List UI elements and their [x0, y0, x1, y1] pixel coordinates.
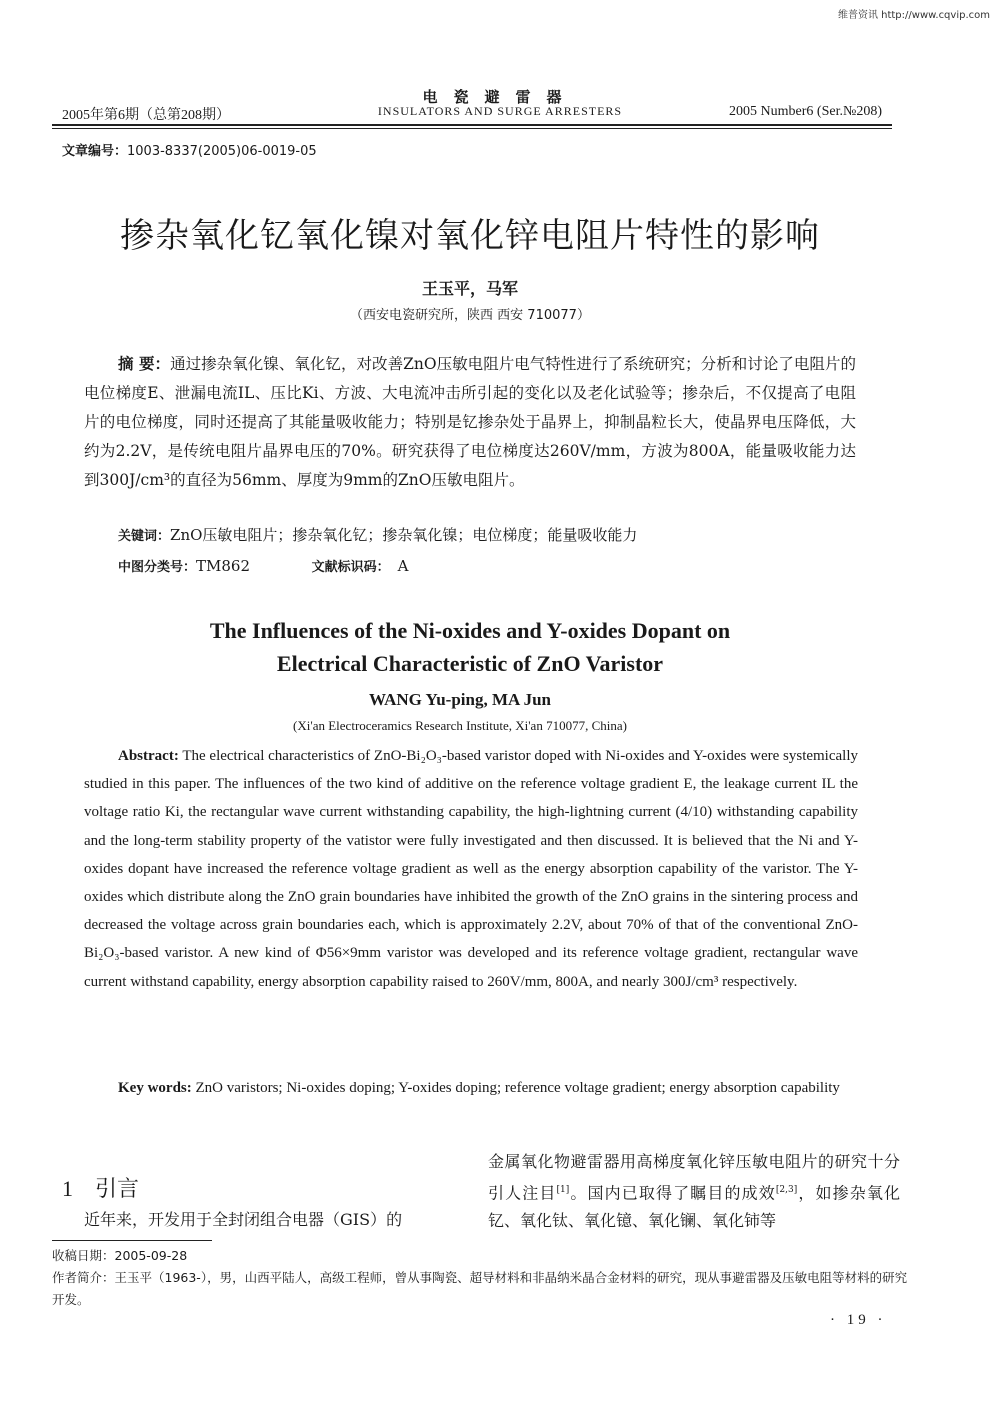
clc-label: 中图分类号： [118, 560, 197, 575]
keywords-cn [118, 524, 858, 545]
title-en-line-2: Electrical Characteristic of ZnO Varistor [276, 651, 664, 676]
affiliation-en: (Xi'an Electroceramics Research Institute, Xi'an 710077, China) [293, 718, 627, 733]
keywords-cn-label: 关键词： [118, 529, 171, 544]
received-date: 收稿日期：2005-09-28 [52, 1248, 188, 1263]
issue-info-cn: 2005年第6期（总第208期） [62, 108, 230, 123]
authors-cn: 王玉平，马军 [421, 279, 518, 298]
keywords-en-label: Key words: [118, 1080, 192, 1096]
keywords-en [84, 1074, 858, 1102]
intro-right-text-3: ，如掺杂氧化钇、氧化钛、氧化镱、氧化镧、氧化铈等 [488, 1183, 900, 1231]
classification [118, 556, 858, 575]
keywords-en-text: ZnO varistors; Ni-oxides doping; Y-oxides doping; reference voltage gradient; energy absorption capability [195, 1080, 840, 1096]
journal-name-en: INSULATORS AND SURGE ARRESTERS [377, 104, 623, 118]
keywords-cn-text: ZnO压敏电阻片；掺杂氧化钇；掺杂氧化镍；电位梯度；能量吸收能力 [170, 526, 638, 544]
abstract-en-text: The electrical characteristics of ZnO-Bi₂O₃-based varistor doped with Ni-oxides and Y-oxides were systemically studied in this paper. The influences of the two kind of additive on the reference voltage gradient E, the leakage current IL the voltage ratio Ki, the rectangular wave current withstanding capability, the high-lightning current (4/10) withstanding capability and the long-term stability property of the vatistor were fully investigated and then discussed. It is believed that the Ni and Y-oxides dopant have increased the reference voltage gradient as well as the energy absorption capability of the varistor. The Y-oxides which distribute along the ZnO grain boundaries have inhibited the growth of the ZnO grains in the sintering process and decreased the voltage across grain boundaries each, which is approximately 2.2V, about 70% of that of the conventional ZnO-Bi₂O₃-based varistor. A new kind of Φ56×9mm varistor was developed and its reference voltage gradient, rectangular wave current withstand capability, energy absorption capability raised to 260V/mm, 800A, and nearly 300J/cm³ respectively. [84, 748, 858, 990]
citation-2: [2,3] [775, 1185, 798, 1195]
section-number: 1 [62, 1176, 73, 1201]
journal-name-cn: 电瓷避雷器 [422, 88, 578, 106]
doc-code-label: 文献标识码： [311, 560, 390, 575]
abstract-cn-text: 通过掺杂氧化镍、氧化钇，对改善ZnO压敏电阻片电气特性进行了系统研究；分析和讨论了电阻片的电位梯度E、泄漏电流IL、压比Ki、方波、大电流冲击所引起的变化以及老化试验等；掺杂后，不仅提高了电阻片的电位梯度，同时还提高了其能量吸收能力；特别是钇掺杂处于晶界上，抑制晶粒长大，使晶界电压降低，大约为2.2V，是传统电阻片晶界电压的70%。研究获得了电位梯度达260V/mm，方波为800A，能量吸收能力达到300J/cm³的直径为56mm、厚度为9mm的ZnO压敏电阻片。 [84, 355, 856, 489]
article-id [62, 140, 317, 159]
section-title: 引言 [95, 1177, 140, 1202]
abstract-cn-label: 摘 要： [118, 355, 171, 373]
intro-right-text-2: 。国内已取得了瞩目的成效 [569, 1183, 776, 1203]
intro-paragraph-left: 近年来，开发用于全封闭组合电器（GIS）的 [84, 1210, 403, 1229]
issue-info-en: 2005 Number6 (Ser.№208) [729, 104, 882, 119]
footnote-rule [52, 1240, 212, 1241]
intro-right-text-1: 金属氧化物避雷器用高梯度氧化锌压敏电阻片的研究十分引人注目 [488, 1152, 900, 1203]
title-cn: 掺杂氧化钇氧化镍对氧化锌电阻片特性的影响 [120, 216, 820, 256]
article-id-label: 文章编号： [62, 144, 128, 159]
authors-en: WANG Yu-ping, MA Jun [368, 690, 552, 709]
header-rule [52, 124, 892, 126]
header-rule-thin [52, 128, 892, 129]
abstract-en-label: Abstract: [118, 748, 179, 764]
title-en [40, 614, 900, 680]
title-en-line-1: The Influences of the Ni-oxides and Y-oxides Dopant on [209, 618, 731, 643]
watermark: 维普资讯 http://www.cqvip.com [837, 10, 990, 21]
intro-paragraph-right [488, 1148, 900, 1235]
footnote [52, 1245, 908, 1311]
affiliation-cn: （西安电瓷研究所，陕西 西安 710077） [350, 308, 590, 323]
abstract-cn [84, 350, 856, 495]
article-id-value: 1003-8337(2005)06-0019-05 [127, 144, 317, 159]
page-number: · 19 · [830, 1312, 887, 1328]
clc-value: TM862 [196, 557, 251, 575]
citation-1: [1] [556, 1185, 570, 1195]
author-bio: 作者简介：王玉平（1963-），男，山西平陆人，高级工程师，曾从事陶瓷、超导材料和非晶纳米晶合金材料的研究，现从事避雷器及压敏电阻等材料的研究开发。 [52, 1270, 908, 1307]
abstract-en [84, 742, 858, 996]
section-heading [62, 1172, 139, 1203]
doc-code-value: A [397, 557, 409, 575]
